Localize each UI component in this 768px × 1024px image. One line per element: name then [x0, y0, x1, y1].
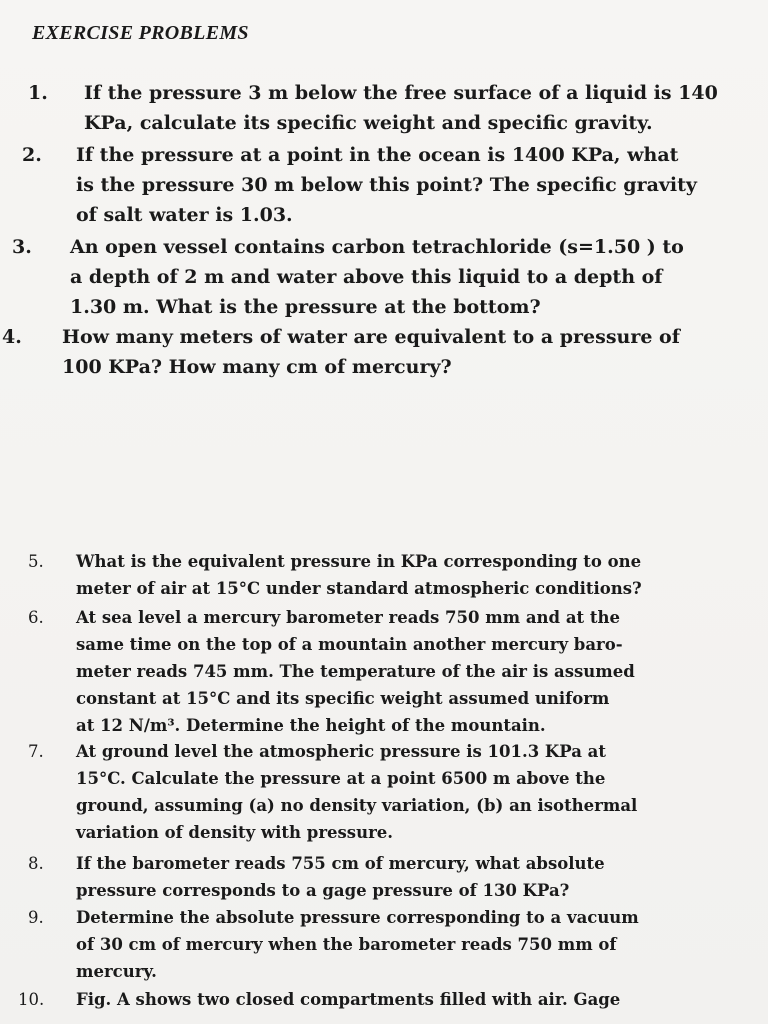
problem-line: What is the equivalent pressure in KPa corresponding to one	[76, 552, 642, 571]
problem-7	[28, 738, 728, 846]
problem-line: mercury.	[76, 962, 157, 981]
problem-line: How many meters of water are equivalent to a pressure of	[62, 326, 680, 348]
problem-line: At ground level the atmospheric pressure is 101.3 KPa at	[76, 742, 606, 761]
problem-line: Determine the absolute pressure corresponding to a vacuum	[76, 908, 639, 927]
problem-line: If the pressure 3 m below the free surface of a liquid is 140	[84, 82, 718, 104]
problem-line: is the pressure 30 m below this point? The specific gravity	[76, 174, 697, 196]
problem-4	[2, 322, 728, 382]
problem-8	[28, 850, 728, 904]
problem-number: 9.	[28, 908, 44, 927]
problem-line: of 30 cm of mercury when the barometer reads 750 mm of	[76, 935, 617, 954]
problem-line: 100 KPa? How many cm of mercury?	[62, 356, 452, 378]
problem-line: ground, assuming (a) no density variation, (b) an isothermal	[76, 796, 638, 815]
problem-number: 5.	[28, 552, 44, 571]
problem-text	[76, 986, 728, 1013]
problem-line: If the barometer reads 755 cm of mercury, what absolute	[76, 854, 605, 873]
problem-number: 8.	[28, 854, 44, 873]
problem-6	[28, 604, 728, 739]
problem-line: pressure corresponds to a gage pressure of 130 KPa?	[76, 881, 570, 900]
problem-9	[28, 904, 728, 985]
problem-text	[76, 604, 728, 739]
problem-10	[18, 986, 728, 1013]
problem-text	[76, 904, 728, 985]
problem-line: same time on the top of a mountain another mercury baro-	[76, 635, 623, 654]
problem-line: Fig. A shows two closed compartments filled with air. Gage	[76, 990, 621, 1009]
problem-line: 15°C. Calculate the pressure at a point 6500 m above the	[76, 769, 606, 788]
problem-2	[22, 140, 728, 230]
problem-number: 10.	[18, 990, 45, 1009]
problem-line: meter of air at 15°C under standard atmospheric conditions?	[76, 579, 642, 598]
problem-line: KPa, calculate its specific weight and specific gravity.	[84, 112, 653, 134]
problem-text	[76, 548, 728, 602]
problem-line: meter reads 745 mm. The temperature of the air is assumed	[76, 662, 635, 681]
problem-number: 1.	[28, 82, 48, 104]
problem-1	[28, 78, 728, 138]
problem-number: 2.	[22, 144, 42, 166]
problem-text	[84, 78, 728, 138]
problem-number: 7.	[28, 742, 44, 761]
problem-line: If the pressure at a point in the ocean is 1400 KPa, what	[76, 144, 679, 166]
problem-text	[76, 850, 728, 904]
problem-number: 4.	[2, 326, 22, 348]
problem-number: 6.	[28, 608, 44, 627]
problem-text	[76, 738, 728, 846]
problem-line: at 12 N/m³. Determine the height of the mountain.	[76, 716, 546, 735]
problem-text	[62, 322, 728, 382]
problem-text	[70, 232, 728, 322]
problem-number: 3.	[12, 236, 32, 258]
problem-text	[76, 140, 728, 230]
problem-line: a depth of 2 m and water above this liquid to a depth of	[70, 266, 663, 288]
problem-line: constant at 15°C and its specific weight assumed uniform	[76, 689, 610, 708]
problem-line: 1.30 m. What is the pressure at the bottom?	[70, 296, 541, 318]
problem-5	[28, 548, 728, 602]
problem-line: variation of density with pressure.	[76, 823, 394, 842]
page-title: EXERCISE PROBLEMS	[32, 22, 249, 44]
problem-line: At sea level a mercury barometer reads 750 mm and at the	[76, 608, 621, 627]
problem-line: of salt water is 1.03.	[76, 204, 293, 226]
problem-3	[12, 232, 728, 322]
problem-line: An open vessel contains carbon tetrachloride (s=1.50 ) to	[70, 236, 684, 258]
